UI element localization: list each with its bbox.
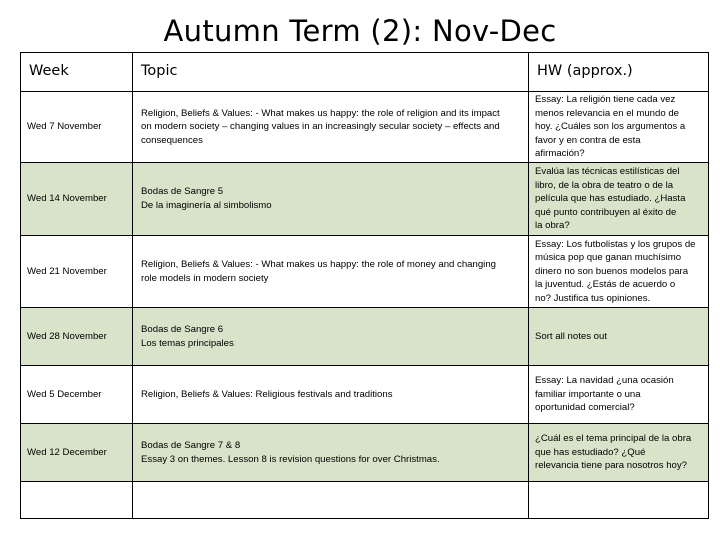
hw-line: ¿Cuál es el tema principal de la obra [535, 433, 692, 445]
hw-line: familiar importante o una [535, 388, 641, 400]
hw-line: libro, de la obra de teatro o de la [535, 179, 674, 191]
table-row [21, 482, 709, 519]
hw-line: la juventud. ¿Estás de acuerdo o [535, 279, 676, 291]
header-hw: HW (approx.) [529, 53, 709, 92]
hw-line: afirmación? [535, 148, 585, 160]
hw-line: película que has estudiado. ¿Hasta [535, 193, 686, 205]
cell-hw [529, 482, 709, 519]
cell-topic [133, 163, 529, 236]
hw-line: Essay: La navidad ¿una ocasión [535, 375, 674, 387]
header-topic: Topic [133, 53, 529, 92]
hw-line: música pop que ganan muchísimo [535, 252, 682, 264]
cell-topic [133, 236, 529, 308]
table-row [21, 424, 709, 482]
hw-line: hoy. ¿Cuáles son los argumentos a [535, 121, 686, 133]
hw-line: Sort all notes out [535, 330, 607, 342]
topic-line: Bodas de Sangre 7 & 8 [141, 439, 241, 451]
topic-line: Religion, Beliefs & Values: - What makes us happy: the role of religion and its impact [141, 107, 500, 119]
cell-week: Wed 21 November [21, 236, 133, 308]
topic-line: Religion, Beliefs & Values: - What makes us happy: the role of money and changing [141, 258, 496, 270]
cell-week: Wed 28 November [21, 308, 133, 366]
table-row [21, 163, 709, 236]
topic-line: on modern society – changing values in an increasingly secular society – effects and [141, 121, 500, 133]
hw-line: que has estudiado? ¿Qué [535, 446, 646, 458]
cell-hw [529, 163, 709, 236]
cell-week: Wed 7 November [21, 92, 133, 163]
page-title: Autumn Term (2): Nov-Dec [163, 14, 557, 48]
cell-week: Wed 14 November [21, 163, 133, 236]
hw-line: Evalúa las técnicas estilísticas del [535, 166, 680, 178]
cell-week: Wed 5 December [21, 366, 133, 424]
hw-line: no? Justifica tus opiniones. [535, 292, 651, 304]
hw-line: qué punto contribuyen al éxito de [535, 206, 677, 218]
hw-line: favor y en contra de esta [535, 134, 641, 146]
topic-line: Essay 3 on themes. Lesson 8 is revision questions for over Christmas. [141, 453, 440, 465]
table-row [21, 236, 709, 308]
topic-line: role models in modern society [141, 272, 269, 284]
cell-topic [133, 366, 529, 424]
table-row [21, 308, 709, 366]
hw-line: oportunidad comercial? [535, 402, 635, 414]
cell-topic [133, 424, 529, 482]
header-week: Week [21, 53, 133, 92]
hw-line: Essay: Los futbolistas y los grupos de [535, 238, 696, 250]
topic-line: Los temas principales [141, 337, 234, 349]
cell-topic [133, 308, 529, 366]
hw-line: dinero no son buenos modelos para [535, 265, 689, 277]
schedule-table [20, 52, 709, 519]
cell-hw [529, 92, 709, 163]
cell-hw [529, 424, 709, 482]
hw-line: relevancia tiene para nosotros hoy? [535, 460, 687, 472]
topic-line: Bodas de Sangre 5 [141, 186, 224, 198]
cell-topic [133, 92, 529, 163]
cell-hw [529, 236, 709, 308]
cell-week: Wed 12 December [21, 424, 133, 482]
hw-line: Essay: La religión tiene cada vez [535, 94, 676, 106]
hw-line: la obra? [535, 220, 570, 232]
cell-hw [529, 366, 709, 424]
topic-line: De la imaginería al simbolismo [141, 200, 272, 211]
topic-line: Bodas de Sangre 6 [141, 323, 224, 335]
cell-hw [529, 308, 709, 366]
cell-week [21, 482, 133, 519]
topic-line: Religion, Beliefs & Values: Religious festivals and traditions [141, 388, 393, 400]
table-header-row [21, 53, 709, 92]
table-row [21, 366, 709, 424]
table-row [21, 92, 709, 163]
cell-topic [133, 482, 529, 519]
hw-line: menos relevancia en el mundo de [535, 107, 679, 119]
topic-line: consequences [141, 134, 203, 146]
